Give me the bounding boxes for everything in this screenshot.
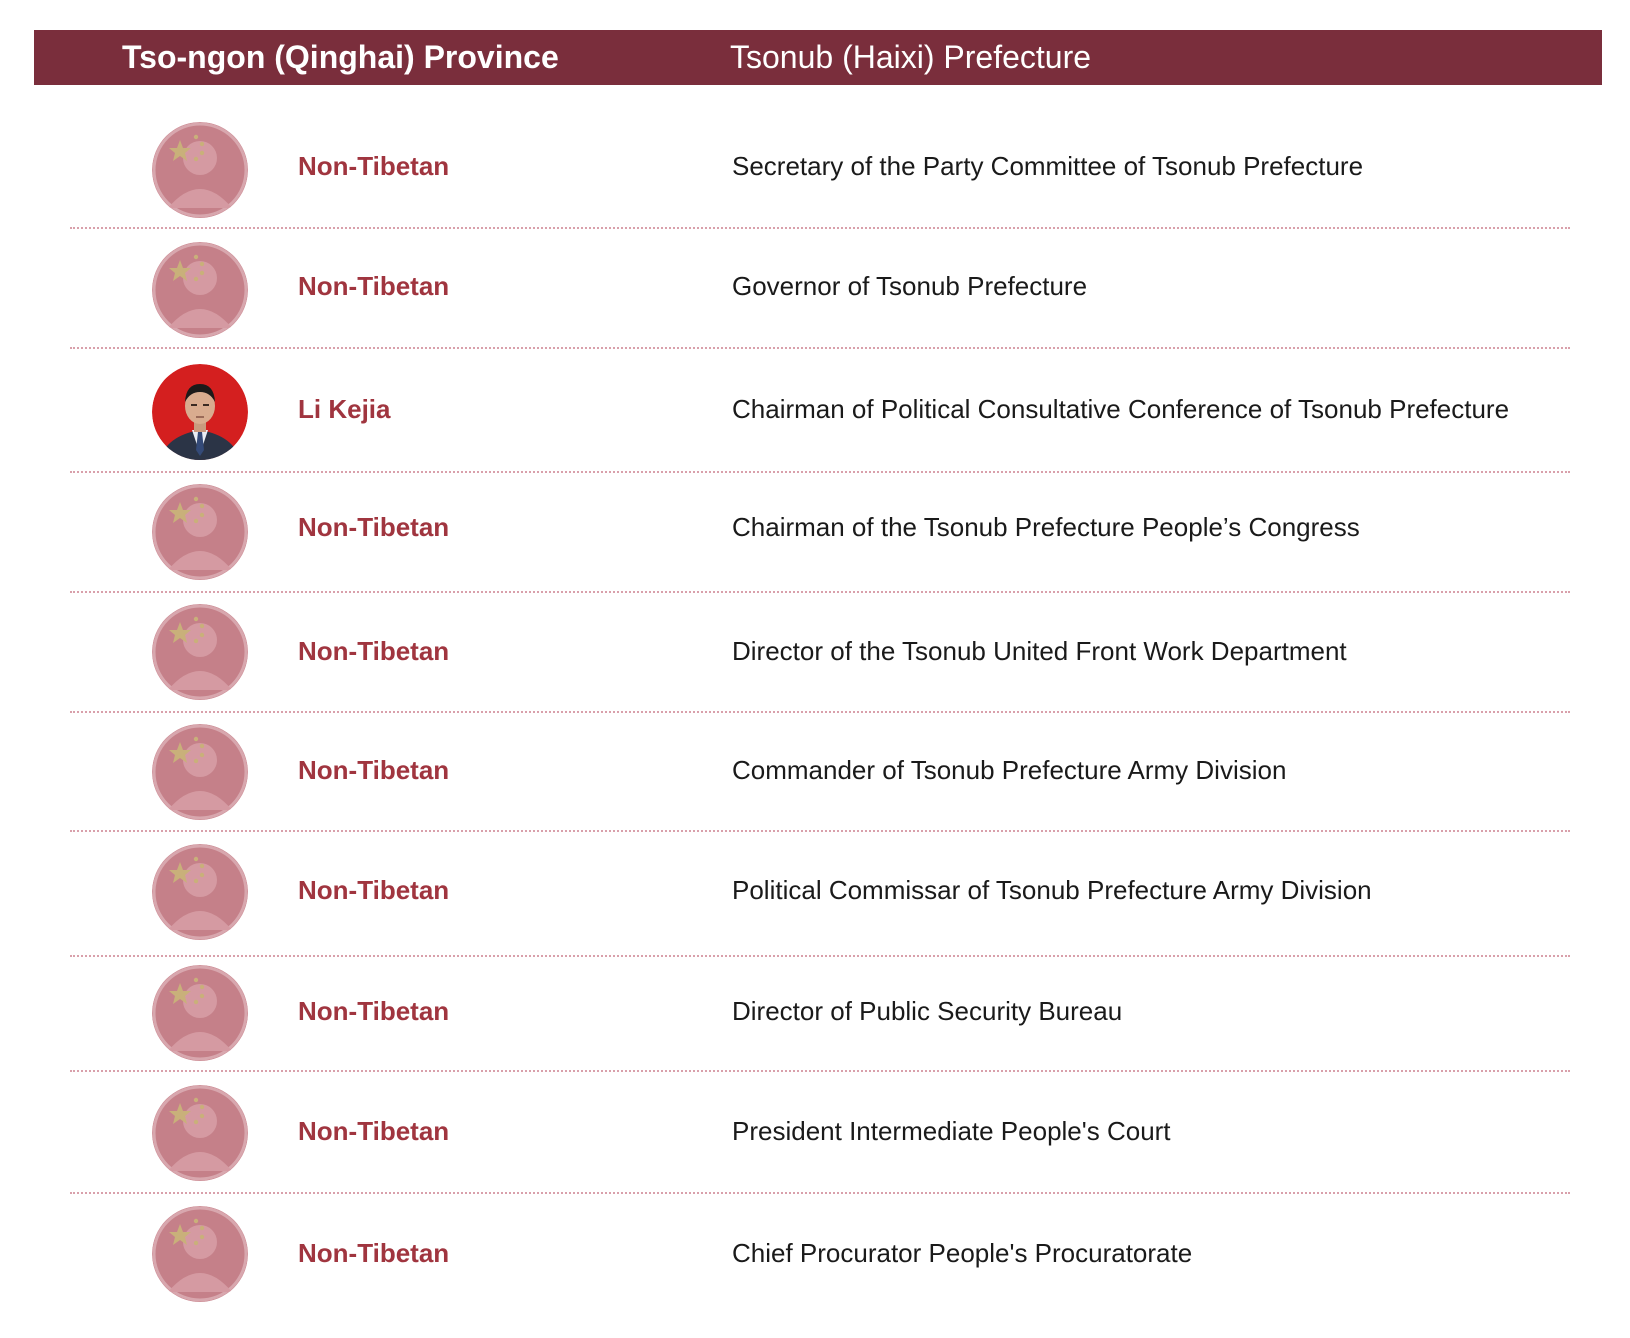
official-position: President Intermediate People's Court (732, 1116, 1171, 1146)
official-name: Non-Tibetan (298, 151, 450, 181)
prefecture-title: Tsonub (Haixi) Prefecture (730, 39, 1092, 75)
official-name: Non-Tibetan (298, 636, 450, 666)
official-photo (152, 364, 248, 460)
row-divider (70, 955, 1570, 957)
placeholder-flag-avatar-icon (152, 122, 248, 218)
official-position: Director of the Tsonub United Front Work Department (732, 636, 1347, 666)
official-position: Director of Public Security Bureau (732, 996, 1123, 1026)
official-position: Chairman of the Tsonub Prefecture People’s Congress (732, 512, 1360, 542)
placeholder-flag-avatar-icon (152, 965, 248, 1061)
row-divider (70, 830, 1570, 832)
row-divider (70, 1070, 1570, 1072)
official-name: Non-Tibetan (298, 271, 450, 301)
official-name: Non-Tibetan (298, 512, 450, 542)
row-divider (70, 1192, 1570, 1194)
official-name: Non-Tibetan (298, 1238, 450, 1268)
placeholder-flag-avatar-icon (152, 724, 248, 820)
placeholder-flag-avatar-icon (152, 844, 248, 940)
official-position: Chief Procurator People's Procuratorate (732, 1238, 1193, 1268)
row-divider (70, 711, 1570, 713)
official-name: Non-Tibetan (298, 755, 450, 785)
official-position: Political Commissar of Tsonub Prefecture Army Division (732, 875, 1372, 905)
official-name: Non-Tibetan (298, 875, 450, 905)
placeholder-flag-avatar-icon (152, 1206, 248, 1302)
row-divider (70, 347, 1570, 349)
official-position: Secretary of the Party Committee of Tsonub Prefecture (732, 151, 1364, 181)
row-divider (70, 471, 1570, 473)
row-divider (70, 591, 1570, 593)
placeholder-flag-avatar-icon (152, 1085, 248, 1181)
row-divider (70, 227, 1570, 229)
placeholder-flag-avatar-icon (152, 242, 248, 338)
official-position: Commander of Tsonub Prefecture Army Division (732, 755, 1287, 785)
placeholder-flag-avatar-icon (152, 484, 248, 580)
official-name: Li Kejia (298, 394, 391, 424)
official-name: Non-Tibetan (298, 996, 450, 1026)
province-title: Tso-ngon (Qinghai) Province (122, 39, 559, 75)
official-position: Governor of Tsonub Prefecture (732, 271, 1088, 301)
placeholder-flag-avatar-icon (152, 604, 248, 700)
official-name: Non-Tibetan (298, 1116, 450, 1146)
official-position: Chairman of Political Consultative Conference of Tsonub Prefecture (732, 394, 1510, 424)
